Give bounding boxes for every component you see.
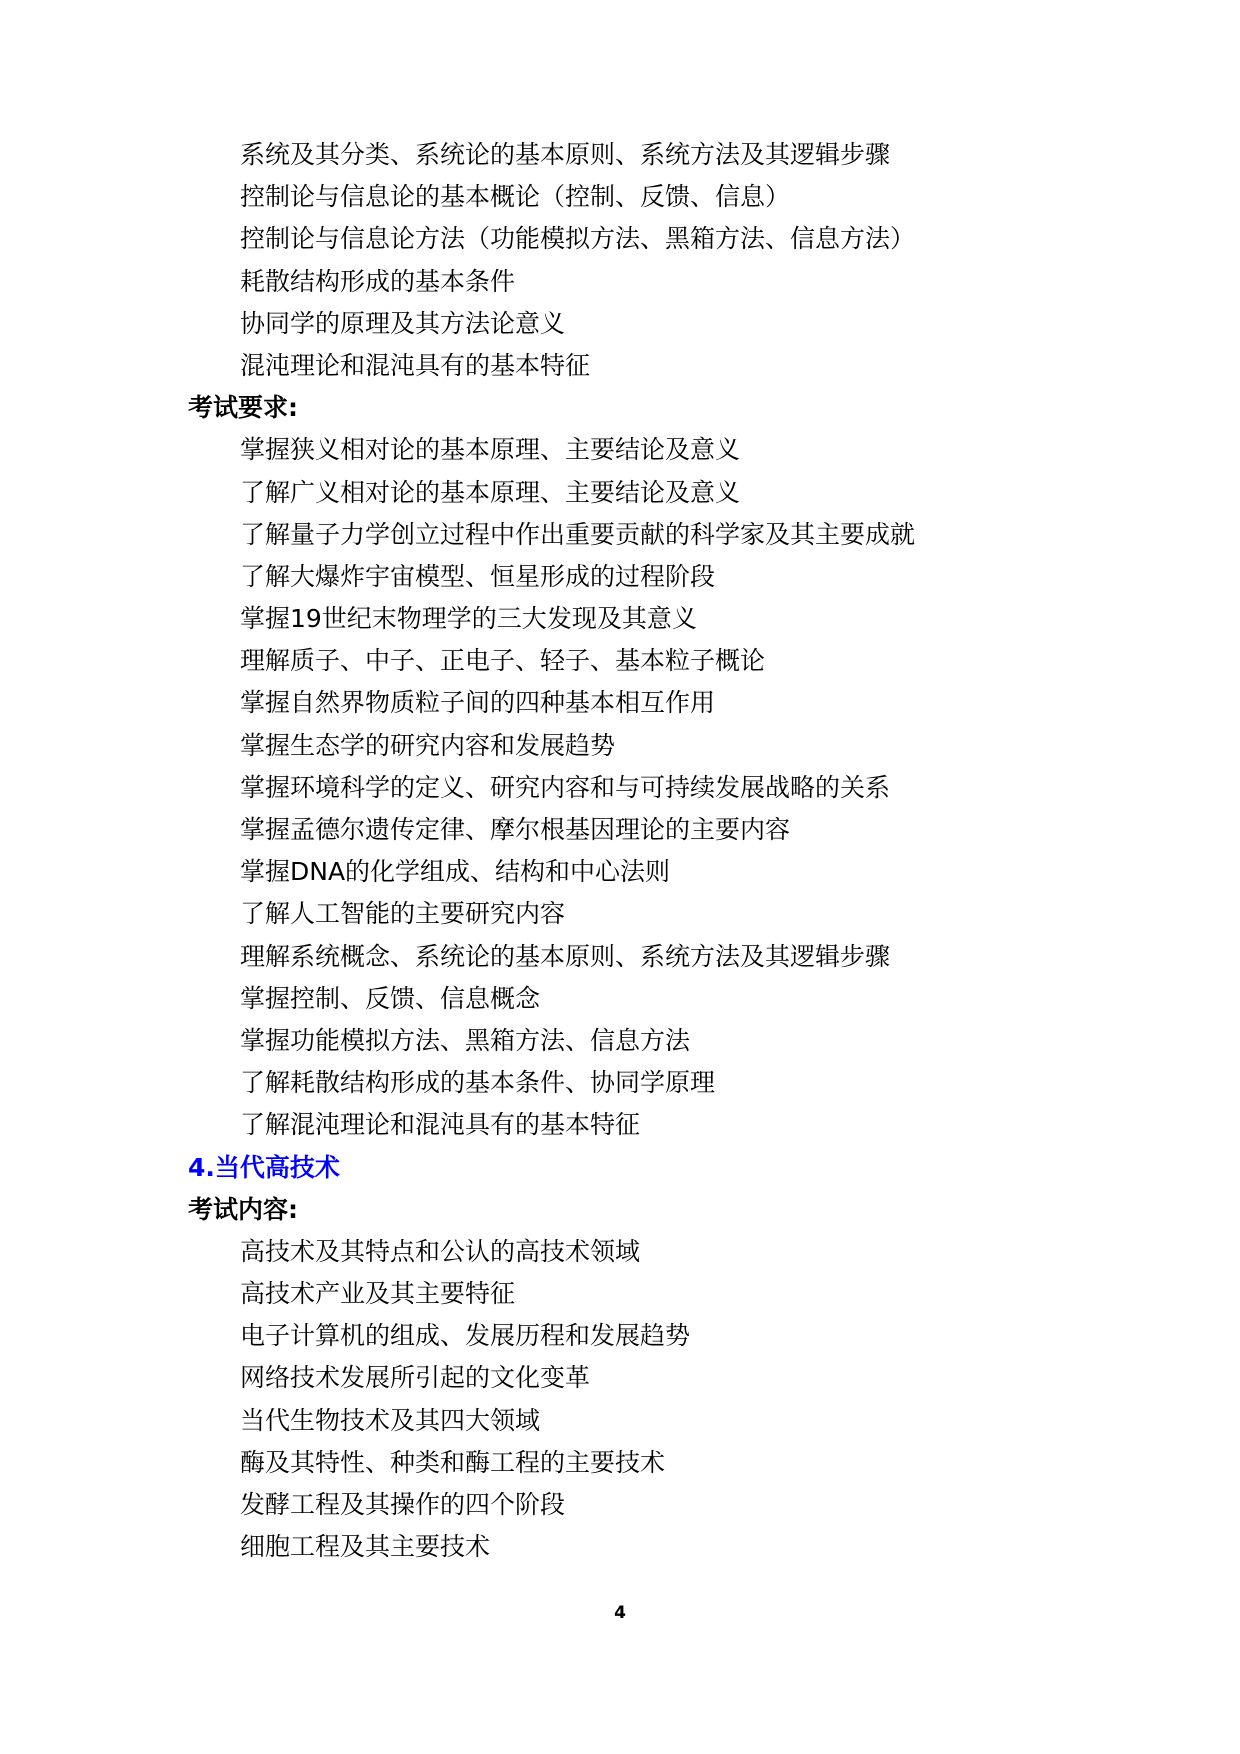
syllabus-item: 控制论与信息论的基本概论（控制、反馈、信息） xyxy=(240,182,791,212)
syllabus-item: 了解广义相对论的基本原理、主要结论及意义 xyxy=(240,477,741,507)
syllabus-item: 网络技术发展所引起的文化变革 xyxy=(240,1363,591,1393)
syllabus-item: 掌握狭义相对论的基本原理、主要结论及意义 xyxy=(240,435,741,465)
syllabus-item: 混沌理论和混沌具有的基本特征 xyxy=(240,350,591,380)
syllabus-item: 耗散结构形成的基本条件 xyxy=(240,266,516,296)
page-number: 4 xyxy=(614,1603,626,1623)
syllabus-item: 了解人工智能的主要研究内容 xyxy=(240,899,566,929)
syllabus-item: 高技术产业及其主要特征 xyxy=(240,1279,516,1309)
syllabus-item: 细胞工程及其主要技术 xyxy=(240,1532,491,1562)
syllabus-item: 掌握功能模拟方法、黑箱方法、信息方法 xyxy=(240,1025,691,1055)
syllabus-item: 高技术及其特点和公认的高技术领域 xyxy=(240,1236,641,1266)
syllabus-item: 掌握孟德尔遗传定律、摩尔根基因理论的主要内容 xyxy=(240,815,791,844)
syllabus-item: 了解大爆炸宇宙模型、恒星形成的过程阶段 xyxy=(240,561,716,591)
section-4-heading: 4.当代高技术 xyxy=(188,1152,340,1182)
exam-content-label: 考试内容: xyxy=(188,1194,298,1224)
syllabus-item: 了解混沌理论和混沌具有的基本特征 xyxy=(240,1110,641,1140)
syllabus-item: 理解系统概念、系统论的基本原则、系统方法及其逻辑步骤 xyxy=(240,941,891,971)
syllabus-item: 控制论与信息论方法（功能模拟方法、黑箱方法、信息方法） xyxy=(240,224,916,254)
syllabus-item: 酶及其特性、种类和酶工程的主要技术 xyxy=(240,1447,666,1477)
syllabus-item: 了解耗散结构形成的基本条件、协同学原理 xyxy=(240,1068,716,1098)
syllabus-item: 掌握DNA的化学组成、结构和中心法则 xyxy=(240,857,671,887)
syllabus-item: 了解量子力学创立过程中作出重要贡献的科学家及其主要成就 xyxy=(240,519,916,549)
syllabus-item: 掌握生态学的研究内容和发展趋势 xyxy=(240,730,616,760)
syllabus-item: 协同学的原理及其方法论意义 xyxy=(240,308,566,338)
syllabus-item: 电子计算机的组成、发展历程和发展趋势 xyxy=(240,1321,691,1351)
document-body xyxy=(188,134,915,1568)
syllabus-item: 掌握自然界物质粒子间的四种基本相互作用 xyxy=(240,688,716,718)
syllabus-item: 当代生物技术及其四大领域 xyxy=(240,1405,541,1435)
syllabus-item: 系统及其分类、系统论的基本原则、系统方法及其逻辑步骤 xyxy=(240,140,891,169)
syllabus-item: 掌握环境科学的定义、研究内容和与可持续发展战略的关系 xyxy=(240,772,891,802)
syllabus-item: 掌握19世纪末物理学的三大发现及其意义 xyxy=(240,604,697,634)
syllabus-item: 掌握控制、反馈、信息概念 xyxy=(240,983,541,1013)
exam-requirements-label: 考试要求: xyxy=(188,393,298,423)
syllabus-item: 发酵工程及其操作的四个阶段 xyxy=(240,1490,566,1519)
syllabus-item: 理解质子、中子、正电子、轻子、基本粒子概论 xyxy=(240,646,766,676)
